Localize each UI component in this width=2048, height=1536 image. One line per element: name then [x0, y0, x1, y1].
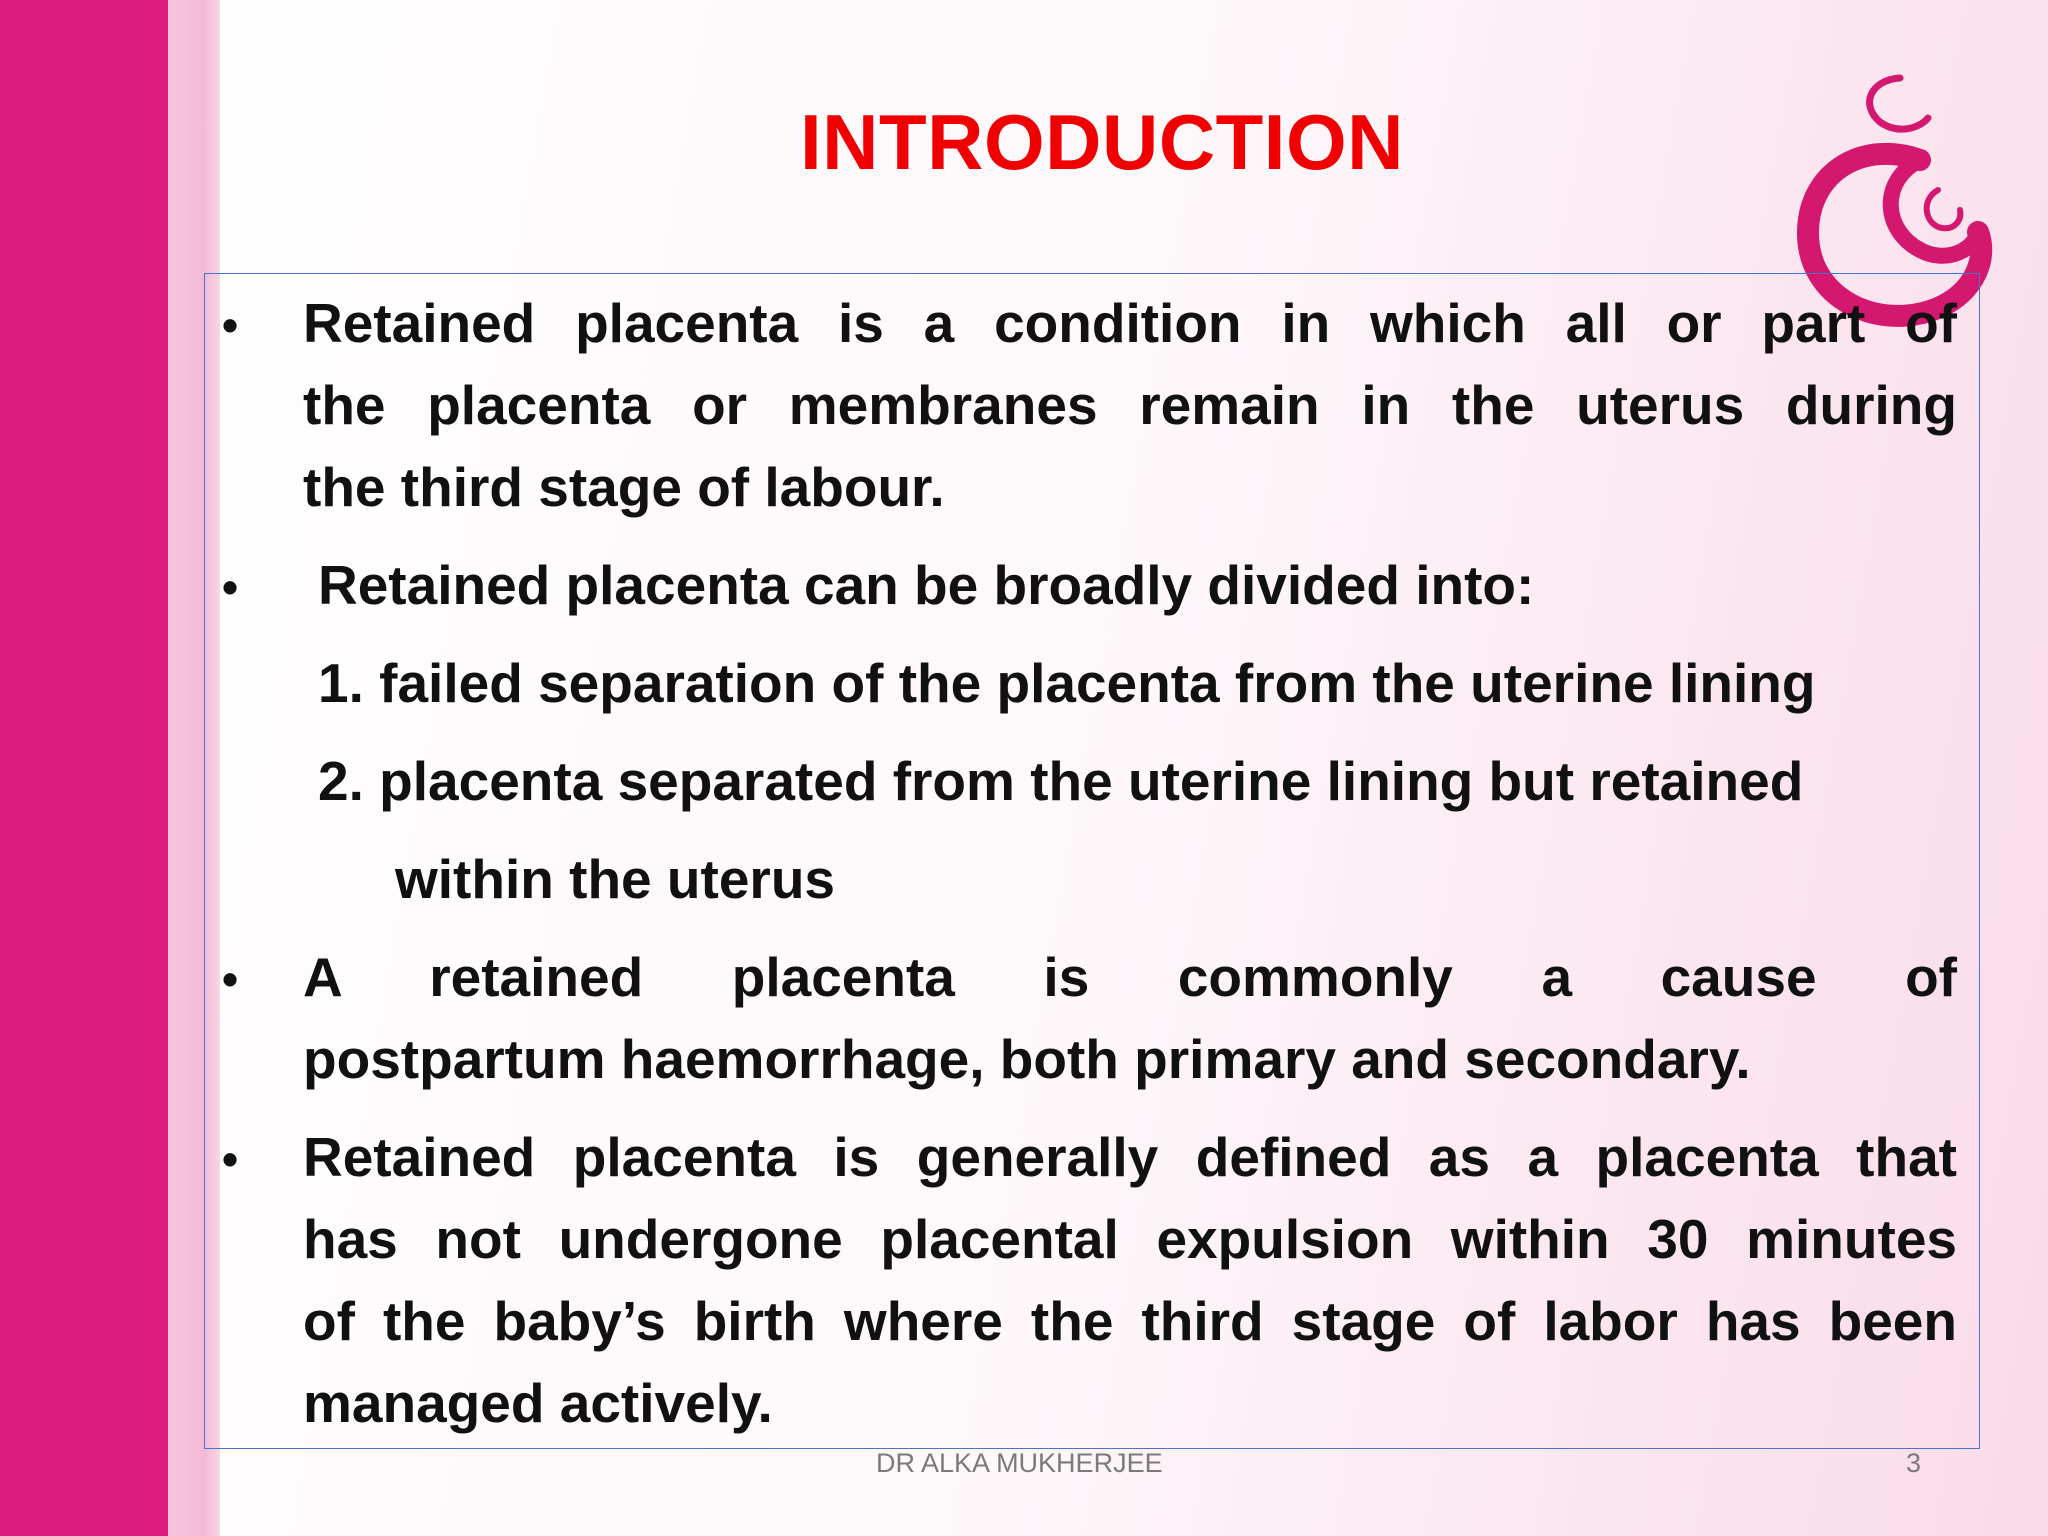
- bullet-2-item-1: 1. failed separation of the placenta from the uterine lining: [318, 652, 1816, 714]
- bullet-marker: •: [222, 1133, 239, 1185]
- bullet-marker: •: [222, 953, 239, 1005]
- bullet-2-item-2: 2. placenta separated from the uterine lining but retained: [318, 750, 1804, 812]
- bullet-marker: •: [222, 561, 239, 613]
- bullet-1-line-2: the placenta or membranes remain in the uterus during: [303, 374, 1957, 436]
- bullet-marker: •: [222, 299, 239, 351]
- bullet-4-line-2: has not undergone placental expulsion within 30 minutes: [303, 1208, 1957, 1270]
- bullet-2-line-1: Retained placenta can be broadly divided into:: [318, 554, 1535, 616]
- bullet-4-line-4: managed actively.: [303, 1372, 773, 1434]
- bullet-3-line-1: A retained placenta is commonly a cause of: [303, 946, 1957, 1008]
- bullet-1-line-1: Retained placenta is a condition in which all or part of: [303, 292, 1957, 354]
- bullet-1-line-3: the third stage of labour.: [303, 456, 945, 518]
- slide-title: INTRODUCTION: [800, 98, 1404, 186]
- bullet-3-line-2: postpartum haemorrhage, both primary and secondary.: [303, 1028, 1751, 1090]
- bullet-2-item-2-cont: within the uterus: [395, 848, 835, 910]
- page-number: 3: [1906, 1448, 1922, 1478]
- footer-author: DR ALKA MUKHERJEE: [876, 1448, 1163, 1478]
- bullet-4-line-1: Retained placenta is generally defined as a placenta that: [303, 1126, 1957, 1188]
- bullet-4-line-3: of the baby’s birth where the third stage of labor has been: [303, 1290, 1957, 1352]
